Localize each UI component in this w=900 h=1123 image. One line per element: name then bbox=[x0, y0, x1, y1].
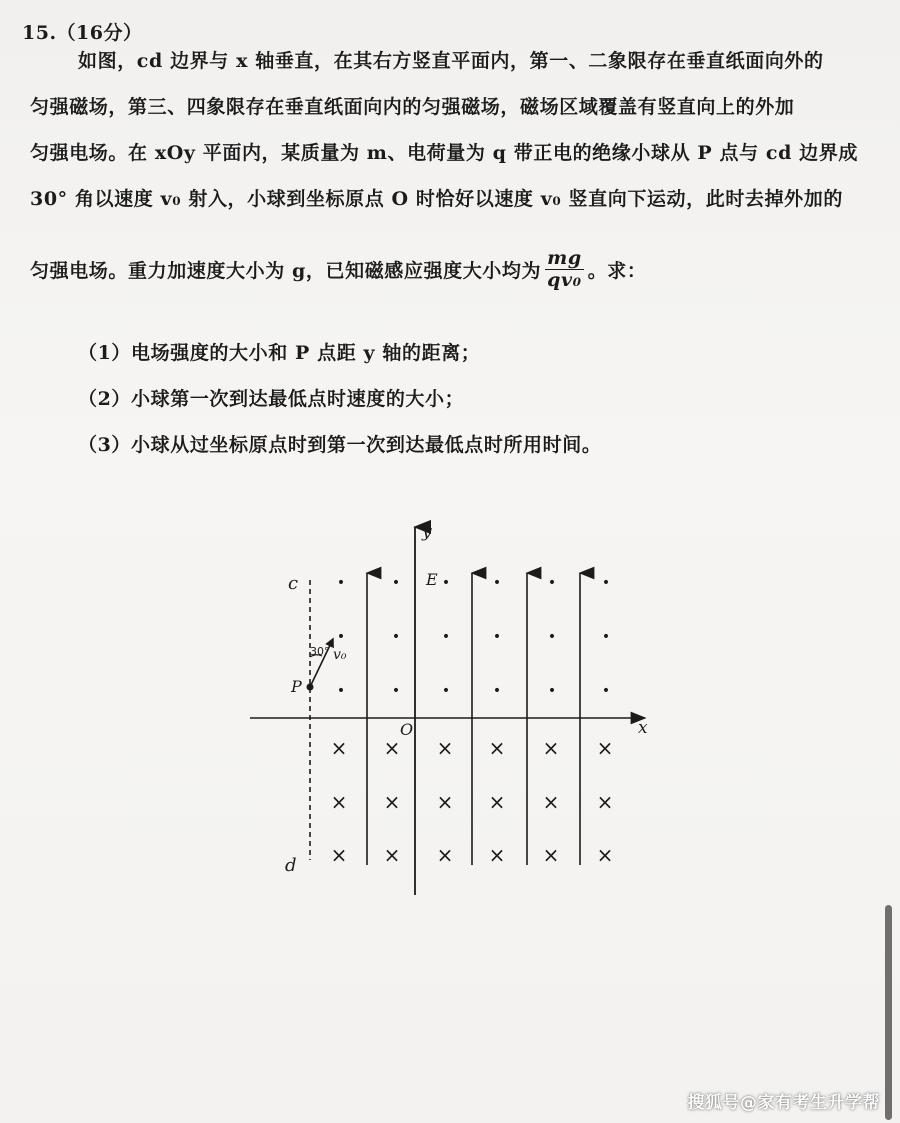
field-dot: • bbox=[601, 683, 611, 699]
field-cross: × bbox=[383, 736, 401, 760]
field-dot: • bbox=[547, 575, 557, 591]
field-cross: × bbox=[436, 790, 454, 814]
origin-label: O bbox=[400, 720, 414, 739]
scrollbar-thumb[interactable] bbox=[885, 905, 892, 1120]
watermark-text: 搜狐号@家有考生升学帮 bbox=[687, 1093, 880, 1113]
field-dot: • bbox=[547, 683, 557, 699]
sub-question-2: （2）小球第一次到达最低点时速度的大小； bbox=[78, 388, 465, 410]
field-dot: • bbox=[492, 575, 502, 591]
field-cross: × bbox=[488, 736, 506, 760]
field-dot: • bbox=[492, 683, 502, 699]
field-cross: × bbox=[383, 843, 401, 867]
field-dot: • bbox=[336, 683, 346, 699]
field-dot: • bbox=[391, 629, 401, 645]
field-cross: × bbox=[436, 843, 454, 867]
field-cross: × bbox=[436, 736, 454, 760]
sub-question-3: （3）小球从过坐标原点时到第一次到达最低点时所用时间。 bbox=[78, 434, 602, 456]
question-line-3: 匀强电场。在 xOy 平面内，某质量为 m、电荷量为 q 带正电的绝缘小球从 P 点与 cd 边界成 bbox=[30, 142, 858, 164]
field-dot: • bbox=[441, 575, 451, 591]
field-cross: × bbox=[596, 843, 614, 867]
sub-question-1: （1）电场强度的大小和 P 点距 y 轴的距离； bbox=[78, 342, 481, 364]
field-cross: × bbox=[542, 843, 560, 867]
field-cross: × bbox=[330, 843, 348, 867]
field-diagram bbox=[240, 515, 670, 905]
y-axis-label: y bbox=[422, 522, 432, 542]
magnetic-field-out-dots bbox=[337, 575, 610, 699]
field-cross: × bbox=[488, 790, 506, 814]
angle-label: 30° bbox=[310, 645, 330, 658]
field-dot: • bbox=[336, 629, 346, 645]
question-line-5-text: 匀强电场。重力加速度大小为 g，已知磁感应强度大小均为 bbox=[30, 259, 542, 282]
question-number: 15.（16分） bbox=[22, 22, 143, 44]
field-cross: × bbox=[542, 790, 560, 814]
field-dot: • bbox=[601, 629, 611, 645]
point-label-p: P bbox=[291, 677, 302, 696]
field-cross: × bbox=[488, 843, 506, 867]
field-dot: • bbox=[441, 683, 451, 699]
fraction-mg-over-qv0 bbox=[545, 248, 584, 291]
x-axis-label: x bbox=[638, 718, 648, 738]
boundary-label-d: d bbox=[285, 855, 297, 876]
velocity-label: v₀ bbox=[333, 647, 347, 663]
question-line-2: 匀强磁场，第三、四象限存在垂直纸面向内的匀强磁场，磁场区域覆盖有竖直向上的外加 bbox=[30, 96, 795, 118]
field-label-e: E bbox=[426, 570, 438, 589]
field-cross: × bbox=[330, 736, 348, 760]
field-cross: × bbox=[542, 736, 560, 760]
field-dot: • bbox=[391, 683, 401, 699]
field-dot: • bbox=[492, 629, 502, 645]
field-cross: × bbox=[383, 790, 401, 814]
field-dot: • bbox=[547, 629, 557, 645]
field-cross: × bbox=[330, 790, 348, 814]
field-dot: • bbox=[336, 575, 346, 591]
question-body bbox=[30, 38, 860, 222]
fraction-denominator: qv₀ bbox=[547, 268, 582, 291]
field-dot: • bbox=[601, 575, 611, 591]
question-line-4: 30° 角以速度 v₀ 射入，小球到坐标原点 O 时恰好以速度 v₀ 竖直向下运动，此时去掉外加的 bbox=[30, 188, 843, 210]
boundary-label-c: c bbox=[288, 573, 299, 594]
fraction-numerator: mg bbox=[547, 247, 582, 269]
field-cross: × bbox=[596, 790, 614, 814]
field-dot: • bbox=[391, 575, 401, 591]
field-cross: × bbox=[596, 736, 614, 760]
question-line-5 bbox=[30, 248, 647, 291]
question-line-1: 如图，cd 边界与 x 轴垂直，在其右方竖直平面内，第一、二象限存在垂直纸面向外的 bbox=[78, 50, 824, 72]
field-dot: • bbox=[441, 629, 451, 645]
question-line-5-tail: 。求： bbox=[587, 259, 647, 282]
